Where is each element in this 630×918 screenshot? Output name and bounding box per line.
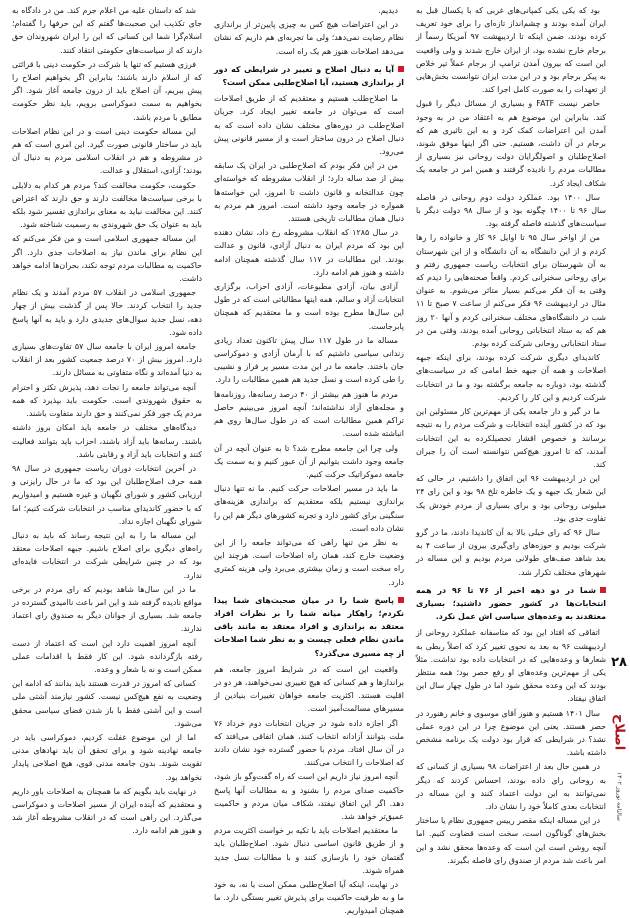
article-paragraph: اگر اجازه داده شود در جریان انتخابات دوم خرداد ۷۶ ملت بتوانند آزادانه انتخاب کنند، همان اتفاقی می‌افتد که در آن سال افتاد. مردم با حضور گسترده خود نشان دادند که اصلاحات را انتخاب می‌کنند. — [214, 718, 404, 768]
column-right — [415, 4, 606, 865]
article-paragraph: در این اعتراضات هیچ کس به چیزی پایین‌تر از براندازی نظام رضایت نمی‌دهد؛ ولی ما تجربه‌ای هم داریم که نشان می‌دهد اصلاحات هنوز هم یک راه است. — [214, 20, 404, 56]
article-paragraph: در آخرین انتخابات دوران ریاست جمهوری در سال ۹۸ همه حرف اصلاح‌طلبان این بود که ما در حال رایزنی و ارزیابی کشور و شورای نگهبان و غیره هستیم و امیدواریم که با حضور کاندیدای مناسب در انتخابات شرکت کنیم؛ اما شورای نگهبان اجازه نداد. — [12, 463, 202, 526]
article-paragraph: به نظر من تنها راهی که می‌تواند جامعه را از این وضعیت خارج کند، همان راه اصلاحات است. هرچند این راه سخت است و زمان بیشتری می‌برد ولی هزینه کمتری دارد. — [214, 537, 404, 587]
interview-question: پاسخ شما را در میان صحبت‌های شما پیدا نکردم؛ راهکار میانه شما را بر نظرات افراد معتقد به براندازی و افراد معتقد به مانند باقی ماندن نظام فعلی چیست و به نظر شما اصلاحات از چه مسیری می‌گذرد؟ — [214, 595, 404, 658]
article-paragraph: حاضر نیست FATF و بسیاری از مسائل دیگر را قبول کند. بنابراین این موضوع هم به اعتقاد من در به وجود آمدن این اعتراضات کمک کرد و به این تاثیری هم که برجام در آن داشت، هستیم. حتی اگر اینها موفق شوند، اصلاح‌طلبان و اصولگرایان دولت روحانی نیز بسیاری از مطالبات مردم را نادیده گرفتند و همین امر در جامعه یک شکاف ایجاد کرد. — [416, 99, 606, 188]
article-paragraph: در همین حال بعد از اعتراضات ۹۸ بسیاری از کسانی که به روحانی رای داده بودند، احساس کردند که دیگر نمی‌توانند به این دولت اعتماد کنند و این مساله در انتخابات بعدی کاملاً خود را نشان داد. — [416, 762, 606, 811]
article-paragraph: کاندیدای دیگری شرکت کرده بودند، برای اینکه جبهه اصلاحات و همه آن جبهه خط امامی که در سیاست‌های گذشته بود، دوباره به جامعه برگشته بود و ما در انتخابات شرکت کردیم و این کار را کردیم. — [416, 353, 606, 402]
article-paragraph: در نهایت باید بگویم که ما همچنان به اصلاحات باور داریم و معتقدیم که آینده ایران از مسیر اصلاحات و دموکراسی می‌گذرد. این راهی است که در انقلاب مشروطه آغاز شد و هنوز هم ادامه دارد. — [12, 786, 202, 836]
article-paragraph: در سال ۱۲۸۵ که انقلاب مشروطه رخ داد، نشان دهنده این بود که مردم ایران به دنبال آزادی، قانون و عدالت بودند. این مطالبات در ۱۱۷ سال گذشته همچنان ادامه داشته و هنوز هم ادامه دارد. — [214, 228, 405, 277]
interview-question: شما در دو دهه اخیر از ۷۶ تا ۹۶ در همه انتخابات‌ها در کشور حضور داشتید؛ بسیاری معتقدند به وعده‌های سیاسی اش عمل نکرد. — [416, 585, 606, 622]
article-paragraph: سال ۱۴۰۱ هستیم و هنوز آقای موسوی و خانم رهنورد در حصر هستند. یعنی این موضوع چرا در این دوره عملی نشد؟ در شرایطی که قرار بود دولت یک برنامه مشخص داشته باشد. — [416, 708, 606, 758]
article-columns — [12, 4, 606, 916]
article-paragraph: دیدیم. — [378, 6, 398, 15]
article-paragraph: من در این فکر بودم که اصلاح‌طلبی در ایران یک سابقه بیش از صد ساله دارد؛ از انقلاب مشروطه که خواسته‌ای چون عدالتخانه و قانون داشت تا امروز، این خواسته‌ها همواره در جامعه وجود داشته است. امروز هم مردم به دنبال همان مطالبات تاریخی هستند. — [214, 161, 404, 224]
article-paragraph: آنچه امروز نیاز داریم این است که راه گفت‌وگو باز شود، حاکمیت صدای مردم را بشنود و به مطالبات آنها پاسخ دهد. اگر این اتفاق نیفتد، شکاف میان مردم و حاکمیت عمیق‌تر خواهد شد. — [214, 772, 404, 821]
column-middle — [214, 4, 405, 916]
magazine-logo — [610, 684, 628, 780]
article-paragraph: اتفاقی که افتاد این بود که متاسفانه عملکرد روحانی از اردیبهشت ۹۶ به بعد به نحوی تغییر کرد که اصلاً ربطی به شعارها و وعده‌هایی که در انتخابات داده بود نداشت. مثلاً یکی از مهم‌ترین وعده‌های او رفع حصر بود؛ همه منتظر بودند که این وعده محقق شود اما در طول چهار سال این اتفاق نیفتاد. — [416, 628, 606, 704]
article-paragraph: در این مساله اینکه مقصر رییس جمهوری نظام یا ساختار بخش‌های گوناگون است، سخت است قضاوت کنیم. اما آنچه روشن است این است که وعده‌ها محقق نشد و این امر باعث شد مردم از صندوق رای فاصله بگیرند. — [415, 816, 606, 865]
article-paragraph: آزادی بیان، آزادی مطبوعات، آزادی احزاب، برگزاری انتخابات آزاد و سالم، همه اینها مطالباتی است که در طول این سال‌ها مطرح بوده است و ما معتقدیم که همچنان پابرجاست. — [214, 282, 404, 331]
interview-question: آیا به دنبال اصلاح و تغییر در شرایطی که دور از براندازی هستید، آیا اصلاح‌طلبی ممکن است؟ — [214, 64, 404, 88]
article-paragraph: من از اواخر سال ۹۵ تا اوایل ۹۶ کار و خانواده را رها کردم و از این دانشگاه به آن دانشگاه و از این شهرستان به آن شهرستان برای انتخابات ریاست جمهوری رفتم و برای روحانی سخنرانی کردم. واقعاً صحنه‌هایی را دیدم که وقتی به آن فکر می‌کنم بسیار متاثر می‌شوم. به عنوان مثال در اردیبهشت ۹۶ فکر می‌کنم از ساعت ۷ صبح تا ۱۱ شب در دانشگاه‌های مختلف سخنرانی کردم و آنها ۲۰ روز هم که به ستاد انتخاباتی روحانی آمده بودند، وقتی من در ستاد انتخاباتی روحانی شرکت کرده بودم. — [416, 233, 606, 349]
article-paragraph: مساله ما در طول ۱۱۷ سال پیش تاکنون تعداد زیادی زندانی سیاسی داشتیم که با آرمان آزادی و دموکراسی جان باختند. جامعه ما در این مدت مسیر پر فراز و نشیبی را طی کرده است و نسل جدید هم همین مطالبات را دارد. — [214, 335, 404, 385]
article-paragraph: سال ۱۴۰۰ بود. عملکرد دولت دوم روحانی در فاصله سال ۹۶ تا ۱۴۰۰ چگونه بود و از سال ۹۸ دولت دیگر با سیاست‌های گذشته فاصله گرفته بود. — [416, 192, 606, 229]
article-paragraph: کسانی که امروز در قدرت هستند باید بدانند که ادامه این وضعیت به نفع هیچ‌کس نیست. کشور نیازمند آشتی ملی است و این آشتی فقط با باز شدن فضای سیاسی محقق می‌شود. — [12, 679, 202, 728]
article-paragraph: این در اردیبهشت ۹۶ این اتفاق را داشتیم، در حالی که این شعار یک جبهه و یک خاطره تلخ ۹۸ بود و این رای ۲۴ میلیونی روحانی بود و برای بسیاری از مردم خودش یک تفاوت جدی بود. — [416, 474, 606, 523]
article-paragraph: جمهوری اسلامی در انقلاب ۵۷ مردم آمدند و یک نظام جدید را انتخاب کردند. حالا پس از گذشت بیش از چهار دهه، نسل جدید سوال‌های جدیدی دارد و باید به آنها پاسخ داده شود. — [12, 288, 202, 337]
article-paragraph: ما باید در مسیر اصلاحات حرکت کنیم. ما نه تنها دنبال براندازی نیستیم بلکه معتقدیم که براندازی هزینه‌های سنگینی برای کشور دارد و تجربه کشورهای دیگر هم این را نشان داده است. — [214, 484, 404, 533]
article-paragraph: اما از این موضوع غفلت کردیم، دموکراسی باید در جامعه نهادینه شود و برای تحقق آن باید نهادهای مدنی تقویت شوند. بدون جامعه مدنی قوی، هیچ اصلاحی پایدار نخواهد بود. — [12, 732, 202, 782]
article-paragraph: آنچه می‌تواند جامعه را نجات دهد، پذیرش تکثر و احترام به حقوق شهروندی است. حکومت باید بپذیرد که همه مردم یک جور فکر نمی‌کنند و حق دارند متفاوت باشند. — [12, 382, 202, 419]
article-paragraph: مردم ما هنوز هم بیشتر از ۴۰ درصد رسانه‌ها، روزنامه‌ها و مجله‌های آزاد نداشته‌اند؛ آنچه امروز می‌بینیم حاصل تراکم همین مطالبات است که در طول سال‌ها روی هم انباشته شده است. — [214, 389, 404, 439]
article-paragraph: حکومت، حکومت مخالفت کند؟ مردم هر کدام به دلایلی با برخی سیاست‌ها مخالفت دارند و حق دارند که اعتراض کنند. این مخالفت نباید به معنای براندازی تفسیر شود بلکه باید به عنوان یک حق شهروندی به رسمیت شناخته شود. — [12, 180, 202, 230]
article-paragraph: ولی چرا این جامعه مطرح شد؟ تا به عنوان آنچه در آن جامعه وجود داشت بتوانیم از آن عبور کنیم و به سمت یک جامعه دموکراتیک حرکت کنیم. — [214, 443, 404, 479]
column-left — [12, 4, 202, 836]
article-paragraph: دیدگاه‌های مختلف در جامعه باید امکان بروز داشته باشند. رسانه‌ها باید آزاد باشند، احزاب باید بتوانند فعالیت کنند و انتخابات باید آزاد و رقابتی باشد. — [12, 423, 202, 459]
article-paragraph: جامعه امروز ایران با جامعه سال ۵۷ تفاوت‌های بسیاری دارد. امروز بیش از ۷۰ درصد جمعیت کشور بعد از انقلاب به دنیا آمده‌اند و نگاه متفاوتی به مسائل دارند. — [12, 342, 202, 378]
article-paragraph: ما در این سال‌ها شاهد بودیم که رای مردم در برخی مواقع نادیده گرفته شد و این امر باعث ناامیدی گسترده در جامعه شد. بسیاری از جوانان دیگر به صندوق رای اعتماد ندارند. — [12, 584, 202, 634]
article-paragraph: ما اصلاح‌طلب هستیم و معتقدیم که از طریق اصلاحات است که می‌توان در جامعه تغییر ایجاد کرد. جریان اصلاح‌طلب در دوره‌های مختلف نشان داده است که به دنبال اصلاح در درون ساختار است و از مسیر قانونی پیش می‌رود. — [214, 94, 404, 157]
article-paragraph: در نهایت، اینکه آیا اصلاح‌طلبی ممکن است یا نه، به خود ما و به ظرفیت حاکمیت برای پذیرش تغییر بستگی دارد. ما همچنان امیدواریم. — [214, 880, 404, 916]
article-paragraph: این مساله جمهوری اسلامی است و من فکر می‌کنم که این نظام برای ماندن نیاز به اصلاحات جدی دارد. اگر حاکمیت به مطالبات مردم توجه نکند، بحران‌ها ادامه خواهد داشت. — [12, 234, 202, 284]
question-marker-icon — [398, 597, 404, 603]
article-paragraph: ما در گیر و دار جامعه یکی از مهم‌ترین کار مسئولین این بود که در کشور آینده انتخابات و شرکت مردم را به نتیجه برسانند و خصوص اقشار تحصیلکرده به این انتخابات آمدند، که تا امروز هیچ‌کس نتوانسته است آن را جبران کند. — [416, 407, 606, 469]
article-paragraph: واقعیت این است که در شرایط امروز جامعه، هم براندازها و هم کسانی که هیچ تغییری نمی‌خواهند، هر دو در اقلیت هستند. اکثریت جامعه خواهان تغییرات بنیادین از مسیرهای مسالمت‌آمیز است. — [214, 664, 404, 714]
article-paragraph: این مساله حکومت دینی است و در این نظام اصلاحات باید در ساختار قانونی صورت گیرد. این امری است که هم در مشروطه و هم در انقلاب اسلامی مردم به دنبال آن بودند؛ آزادی، استقلال و عدالت. — [12, 126, 202, 176]
magazine-logo-text: اصلاح — [611, 713, 627, 751]
article-paragraph: شد که داستان علیه من اعلام جرم کند. من در دادگاه به جای تکذیب این صحبت‌ها گفتم که این حرفها را گفته‌ام؛ اسلام‌گرا شما این کسانی که این را ایران شهروندان حق دارند که از سیاست‌های حکومتی انتقاد کنند. — [12, 6, 202, 55]
issue-label — [612, 771, 626, 821]
article-paragraph: این مساله ما را به این نتیجه رساند که باید به دنبال راه‌های دیگری برای اصلاح باشیم. جبهه اصلاحات معتقد بود که در چنین شرایطی شرکت در انتخابات فایده‌ای ندارد. — [12, 530, 202, 580]
article-paragraph: سال ۹۶ که رای خیلی بالا به آن کاندیدا دادند، ما در گرو شرکت بودیم و حوزه‌های رای‌گیری بیرون از ساعت ۴ به بعد شاهد صف‌های طولانی مردم بودیم و این مساله در شهرهای مختلف تکرار شد. — [416, 527, 606, 577]
issue-label-text: سالنامه نوروز ۱۴۰۲ — [615, 771, 623, 821]
article-paragraph: فرزی هستیم که تنها یا شرکت در حکومت دینی با قرائتی که از اسلام دارند باشند؛ بنابراین اگر بخواهیم اصلاح را پیش ببریم، آن اصلاح باید از درون جامعه آغاز شود. اگر بخواهیم به سمت دموکراسی برویم، باید نظر حکومت مطابق با مردم باشد. — [12, 59, 202, 122]
page-number: ۲۸ — [611, 655, 627, 670]
page-side-rail — [608, 0, 630, 820]
article-paragraph: ما معتقدیم اصلاحات باید با تکیه بر خواست اکثریت مردم و از طریق قانون اساسی دنبال شود. اصلاح‌طلبان باید گفتمان خود را بازسازی کنند و با مطالبات نسل جدید همراه شوند. — [214, 826, 404, 875]
question-marker-icon — [600, 587, 606, 593]
article-paragraph: آنچه امروز اهمیت دارد این است که اعتماد از دست رفته بازگردانده شود. این کار فقط با اقدامات عملی ممکن است و نه با شعار و وعده. — [12, 638, 202, 674]
question-marker-icon — [398, 66, 404, 72]
article-paragraph: بود که یکی یکی کمپانی‌های غربی که با یکسال قبل به ایران آمده بودند و چشم‌انداز تازه‌ای را برای خود تعریف کرده بودند، ضمن اینکه تا اردیبهشت ۹۷ آمریکا رسماً از برجام خارج نشده بود، از ایران خارج شدند و ولی واقعیت این است که بیرون آمدن ترامپ از برجام عملاً تیر خلاص به پیکر برجام بود و در این مدت ایران نتوانست بخش‌هایی از تعهدات را به صورت کامل اجرا کند. — [416, 6, 606, 95]
